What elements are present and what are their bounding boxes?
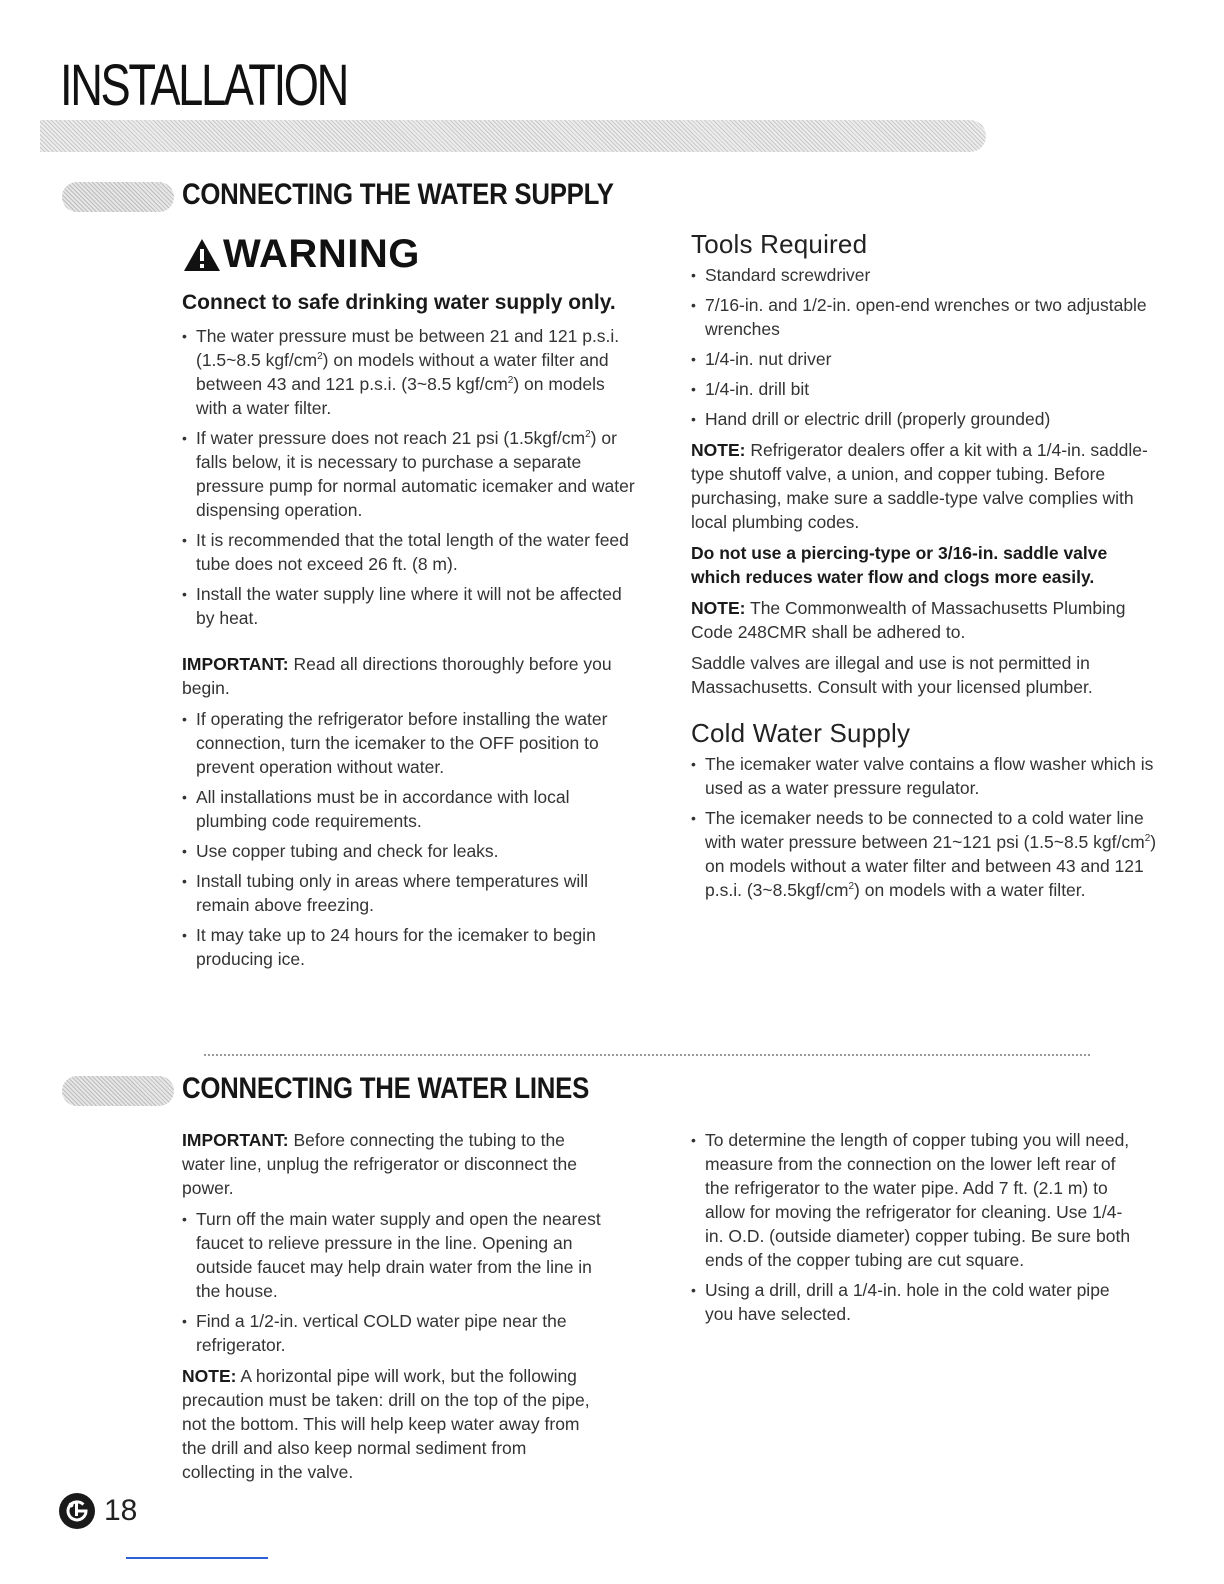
- list-item: • The icemaker needs to be connected to a cold water line with water pressure between 21~121 psi (1.5~8.5 kgf/$cm^2$) on models without a water filter and between 43 and 121 p.s.i. $(3\sim 8.5kgf/cm^2)$ on models with a water filter.: [691, 806, 1157, 902]
- list-item: • Use copper tubing and check for leaks.: [182, 839, 637, 863]
- list-item: • 1/4-in. drill bit: [691, 377, 1157, 401]
- list-item: • It may take up to 24 hours for the icemaker to begin producing ice.: [182, 923, 637, 971]
- list-item: • If water pressure does not reach 21 psi $(1.5kgf/cm^2)$ or falls below, it is necessary to purchase a separate pressure pump for normal automatic icemaker and water dispensing operation.: [182, 426, 637, 522]
- horizontal-pipe-note-text: A horizontal pipe will work, but the following precaution must be taken: drill on the top of the pipe, not the bottom. This will help keep water away from the drill and also keep normal sediment from collecting in the valve.: [182, 1366, 590, 1482]
- list-item: • The water pressure must be between 21 and 121 p.s.i. (1.5~8.5 kgf/$cm^2$) on models without a water filter and between 43 and 121 p.s.i. (3~8.5 kgf/$cm^2$) on models with a water filter.: [182, 324, 637, 420]
- list-item: • Install the water supply line where it will not be affected by heat.: [182, 582, 637, 630]
- kit-note: [691, 438, 1157, 534]
- note-label: NOTE:: [691, 440, 746, 460]
- list-item: • Standard screwdriver: [691, 263, 1157, 287]
- kit-note-text: Refrigerator dealers offer a kit with a 1/4-in. saddle-type shutoff valve, a union, and copper tubing. Before purchasing, make sure a saddle-type valve complies with local plumbing codes.: [691, 440, 1148, 532]
- saddle-valve-warning: Do not use a piercing-type or 3/16-in. saddle valve which reduces water flow and clogs more easily.: [691, 543, 1108, 587]
- water-lines-right-column: [691, 1128, 1131, 1333]
- warning-bullet-list: [182, 324, 637, 630]
- saddle-valve-legal-text: Saddle valves are illegal and use is not permitted in Massachusetts. Consult with your licensed plumber.: [691, 653, 1093, 697]
- list-item: • Install tubing only in areas where temperatures will remain above freezing.: [182, 869, 637, 917]
- page-title: INSTALLATION: [60, 53, 347, 118]
- list-item: • It is recommended that the total length of the water feed tube does not exceed 26 ft. (8 m).: [182, 528, 637, 576]
- list-item: • 7/16-in. and 1/2-in. open-end wrenches or two adjustable wrenches: [691, 293, 1157, 341]
- important-paragraph: [182, 652, 637, 700]
- page-number: 18: [104, 1494, 138, 1527]
- cold-water-heading: Cold Water Supply: [691, 718, 911, 748]
- list-item: • The icemaker water valve contains a flow washer which is used as a water pressure regulator.: [691, 752, 1157, 800]
- section-divider: [204, 1054, 1090, 1056]
- section-title-water-lines: CONNECTING THE WATER LINES: [182, 1072, 590, 1105]
- list-item: • Hand drill or electric drill (properly grounded): [691, 407, 1157, 431]
- important-label: IMPORTANT:: [182, 654, 289, 674]
- important-bullet-list: [182, 707, 637, 971]
- important-label: IMPORTANT:: [182, 1130, 289, 1150]
- massachusetts-note: [691, 596, 1157, 644]
- section-marker: [62, 182, 174, 212]
- section-title-water-supply: CONNECTING THE WATER SUPPLY: [182, 178, 614, 211]
- list-item: • All installations must be in accordance with local plumbing code requirements.: [182, 785, 637, 833]
- list-item: • 1/4-in. nut driver: [691, 347, 1157, 371]
- note-label: NOTE:: [182, 1366, 237, 1386]
- massachusetts-note-text: The Commonwealth of Massachusetts Plumbing Code 248CMR shall be adhered to.: [691, 598, 1126, 642]
- warning-column: [182, 288, 637, 978]
- water-lines-left-column: [182, 1128, 602, 1491]
- list-item: • Turn off the main water supply and open the nearest faucet to relieve pressure in the line. Opening an outside faucet may help drain water from the line in the house.: [182, 1207, 602, 1303]
- warning-label: WARNING: [223, 232, 420, 276]
- list-item: • If operating the refrigerator before installing the water connection, turn the icemaker to the OFF position to prevent operation without water.: [182, 707, 637, 779]
- tools-list: [691, 263, 1157, 431]
- lg-logo-icon: [58, 1492, 96, 1530]
- title-bar: [40, 120, 986, 152]
- warning-heading: [182, 232, 420, 277]
- water-lines-important: [182, 1128, 602, 1200]
- horizontal-pipe-note: [182, 1364, 602, 1484]
- tools-heading: Tools Required: [691, 229, 868, 259]
- list-item: • Using a drill, drill a 1/4-in. hole in the cold water pipe you have selected.: [691, 1278, 1131, 1326]
- warning-triangle-icon: [182, 237, 222, 273]
- important-text: Read all directions thoroughly before you begin.: [182, 654, 612, 698]
- warning-subheading: Connect to safe drinking water supply only.: [182, 291, 616, 314]
- footer-rule: [126, 1557, 268, 1559]
- list-item: • To determine the length of copper tubing you will need, measure from the connection on the lower left rear of the refrigerator to the water pipe. Add 7 ft. (2.1 m) to allow for moving the refrigerator for cleaning. Use 1/4-in. O.D. (outside diameter) copper tubing. Be sure both ends of the copper tubing are cut square.: [691, 1128, 1131, 1272]
- cold-water-bullet-list: [691, 752, 1157, 902]
- list-item: • Find a 1/2-in. vertical COLD water pipe near the refrigerator.: [182, 1309, 602, 1357]
- note-label: NOTE:: [691, 598, 746, 618]
- section-marker: [62, 1076, 174, 1106]
- water-lines-important-text: Before connecting the tubing to the water line, unplug the refrigerator or disconnect the power.: [182, 1130, 577, 1198]
- tools-column: [691, 229, 1157, 909]
- water-lines-right-bullets: [691, 1128, 1131, 1326]
- water-lines-left-bullets: [182, 1207, 602, 1357]
